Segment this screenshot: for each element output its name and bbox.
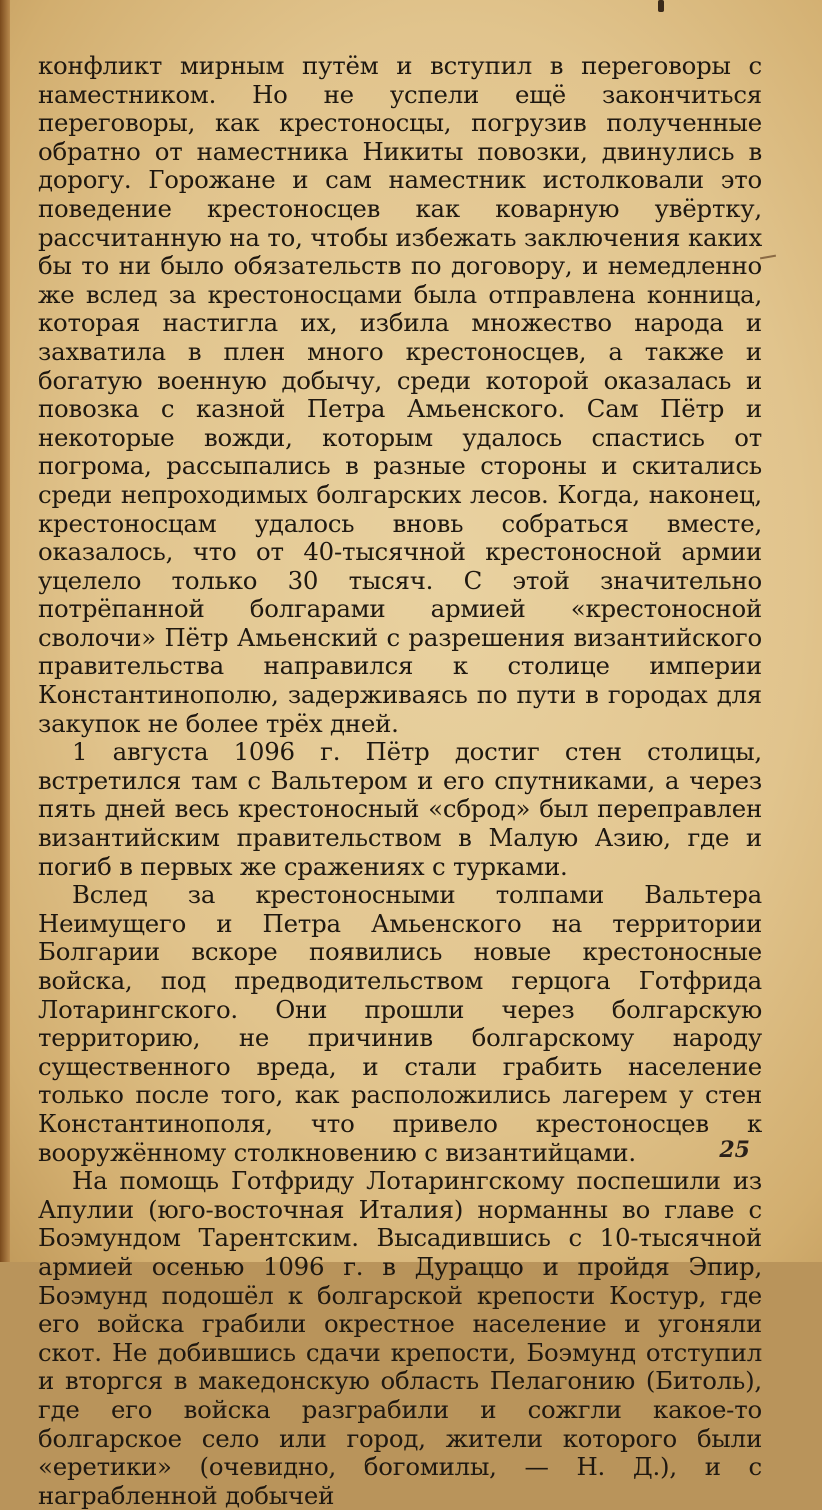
paragraph-4: На помощь Готфриду Лотарингскому поспешили из Апулии (юго-восточная Италия) норманны во главе с Боэмундом Тарентским. Высадившись с 10-тысячной армией осенью 1096 г. в Дураццо и пройдя Эпир, Боэмунд подошёл к болгарской крепости Костур, где его войска грабили окрестное население и угоняли скот. Не добившись сдачи крепости, Боэмунд отступил и вторгся в македонскую область Пелагонию (Битоль), где его войска разграбили и сожгли какое-то болгарское село или город, жители которого были «еретики» (очевидно, богомилы, — Н. Д.), и с награбленной добычей xyxy=(38,1166,762,1510)
body-text xyxy=(38,52,762,1510)
page-number: 25 xyxy=(719,1137,750,1163)
paragraph-2: 1 августа 1096 г. Пётр достиг стен столицы, встретился там с Вальтером и его спутниками, а через пять дней весь крестоносный «сброд» был переправлен византийским правительством в Малую Азию, где и погиб в первых же сражениях с турками. xyxy=(38,737,762,881)
page-binding-edge xyxy=(0,0,10,1262)
paragraph-1: конфликт мирным путём и вступил в переговоры с наместником. Но не успели ещё закончиться переговоры, как крестоносцы, погрузив полученные обратно от наместника Никиты повозки, двинулись в дорогу. Горожане и сам наместник истолковали это поведение крестоносцев как коварную увёртку, рассчитанную на то, чтобы избежать заключения каких бы то ни было обязательств по договору, и немедленно же вслед за крестоносцами была отправлена конница, которая настигла их, избила множество народа и захватила в плен много крестоносцев, а также и богатую военную добычу, среди которой оказалась и повозка с казной Петра Амьенского. Сам Пётр и некоторые вожди, которым удалось спастись от погрома, рассыпались в разные стороны и скитались среди непроходимых болгарских лесов. Когда, наконец, крестоносцам удалось вновь собраться вместе, оказалось, что от 40-тысячной крестоносной армии уцелело только 30 тысяч. С этой значительно потрёпанной болгарами армией «крестоносной сволочи» Пётр Амьенский с разрешения византийского правительства направился к столице империи Константинополю, задерживаясь по пути в городах для закупок не более трёх дней. xyxy=(38,51,762,738)
margin-mark xyxy=(760,255,776,260)
paragraph-3: Вслед за крестоносными толпами Вальтера Неимущего и Петра Амьенского на территории Болгарии вскоре появились новые крестоносные войска, под предводительством герцога Готфрида Лотарингского. Они прошли через болгарскую территорию, не причинив болгарскому народу существенного вреда, и стали грабить население только после того, как расположились лагерем у стен Константинополя, что привело крестоносцев к вооружённому столкновению с византийцами. xyxy=(38,880,762,1167)
ink-mark xyxy=(658,0,664,12)
